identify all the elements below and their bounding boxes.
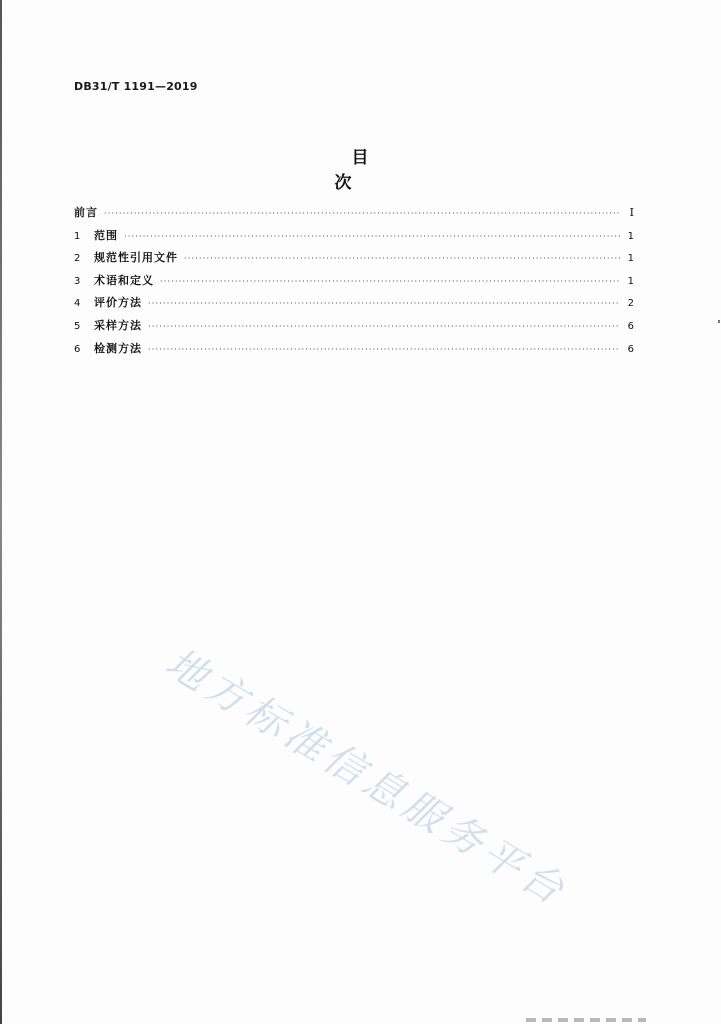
scan-speck — [718, 320, 720, 323]
toc-leader-dots — [184, 248, 620, 271]
toc-entry-sampling-method[interactable] — [74, 315, 634, 338]
toc-entry-label: 采样方法 — [94, 318, 142, 332]
table-of-contents — [74, 202, 634, 360]
toc-entry-page: 1 — [627, 230, 634, 242]
toc-entry-page: 2 — [627, 298, 634, 310]
toc-leader-dots — [148, 316, 620, 339]
toc-leader-dots — [148, 339, 620, 362]
toc-entry-page: 1 — [627, 275, 634, 287]
toc-entry-number: 3 — [74, 275, 81, 287]
toc-entry-number: 2 — [74, 253, 81, 265]
toc-entry-label: 评价方法 — [94, 296, 142, 310]
toc-entry-number: 6 — [74, 343, 81, 355]
toc-entry-page: 6 — [627, 320, 634, 332]
toc-entry-number: 4 — [74, 298, 81, 310]
toc-entry-scope[interactable] — [74, 225, 634, 248]
standard-code: DB31/T 1191—2019 — [74, 80, 198, 93]
toc-leader-dots — [148, 293, 620, 316]
toc-entry-evaluation-method[interactable] — [74, 292, 634, 315]
scan-artifact-marks — [526, 1018, 646, 1022]
toc-entry-page: I — [629, 206, 634, 219]
toc-leader-dots — [104, 203, 620, 226]
toc-entry-terms-definitions[interactable] — [74, 270, 634, 293]
toc-leader-dots — [124, 226, 620, 249]
page-edge-shadow — [0, 0, 2, 1024]
toc-entry-label: 范围 — [94, 228, 118, 242]
toc-entry-testing-method[interactable] — [74, 338, 634, 361]
page-title: 目 次 — [334, 148, 403, 193]
toc-entry-label: 检测方法 — [94, 341, 142, 355]
toc-entry-normative-references[interactable] — [74, 247, 634, 270]
toc-entry-page: 6 — [627, 343, 634, 355]
watermark: 地方标准信息服务平台 — [157, 639, 576, 917]
toc-entry-label: 前言 — [74, 206, 98, 219]
toc-entry-label: 术语和定义 — [94, 273, 154, 287]
toc-entry-number: 1 — [74, 230, 81, 242]
toc-leader-dots — [160, 271, 620, 294]
toc-entry-label: 规范性引用文件 — [94, 251, 178, 265]
toc-entry-page: 1 — [627, 253, 634, 265]
toc-entry-number: 5 — [74, 320, 81, 332]
toc-entry-foreword[interactable] — [74, 202, 634, 225]
